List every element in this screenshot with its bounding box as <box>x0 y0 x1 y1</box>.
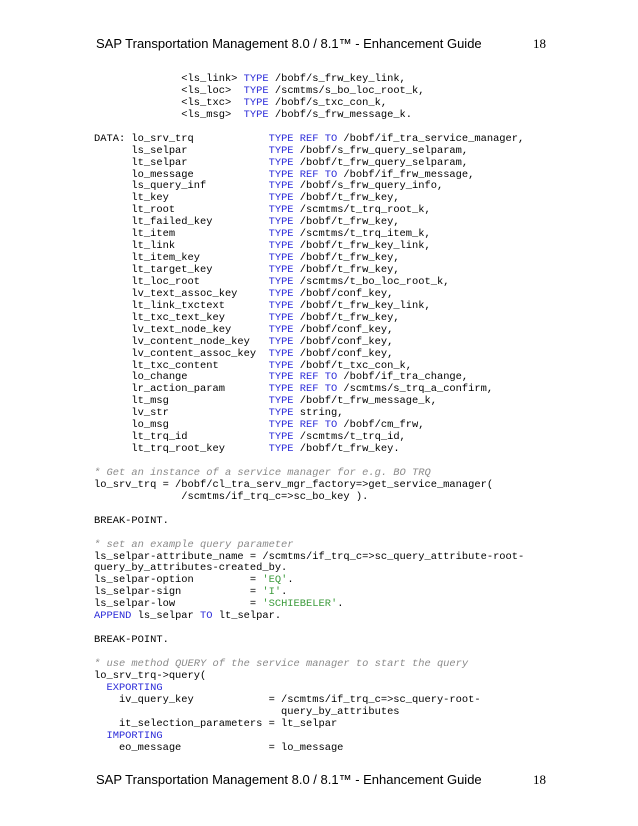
code-text: /bobf/cm_frw, <box>337 419 425 432</box>
code-line <box>94 516 544 528</box>
code-text: ls_selpar-sign = <box>94 586 263 599</box>
code-text: lo_msg <box>94 419 269 432</box>
code-keyword: TYPE <box>268 287 294 300</box>
code-text: /scmtms/s_bo_loc_root_k, <box>268 84 425 97</box>
code-line <box>94 444 544 456</box>
code-text: ls_selpar <box>94 144 269 157</box>
code-text: /bobf/s_txc_con_k, <box>268 96 388 109</box>
code-keyword: TYPE <box>268 144 294 157</box>
code-keyword: TYPE <box>243 73 269 85</box>
header-page-number: 18 <box>533 36 546 51</box>
code-text: lt_item_key <box>94 252 269 265</box>
code-keyword: TYPE <box>243 108 269 121</box>
code-text: lt_trq_root_key <box>94 443 269 456</box>
code-text: /bobf/t_frw_key. <box>293 443 400 456</box>
code-text: /scmtms/s_trq_a_confirm, <box>337 383 494 396</box>
code-text: lt_trq_id <box>94 431 269 444</box>
code-text: /bobf/conf_key, <box>293 287 394 300</box>
code-text: /bobf/if_tra_change, <box>337 371 469 384</box>
code-text: lo_change <box>94 371 269 384</box>
page-footer <box>96 772 546 790</box>
code-keyword: TYPE <box>243 96 269 109</box>
code-text: /scmtms/t_trq_item_k, <box>293 228 431 241</box>
code-keyword: TYPE <box>268 264 294 276</box>
code-text: ls_selpar <box>131 610 201 623</box>
code-text: lt_loc_root <box>94 275 269 288</box>
code-comment: * set an example query parameter <box>94 538 294 551</box>
code-keyword: EXPORTING <box>94 681 163 694</box>
code-text: /bobf/t_frw_key, <box>293 252 400 265</box>
code-keyword: TYPE <box>268 335 294 348</box>
code-text: lt_selpar <box>94 156 269 169</box>
code-keyword: TYPE <box>268 323 294 336</box>
code-keyword: TYPE <box>268 192 294 205</box>
code-text: /bobf/t_frw_key_link, <box>293 240 431 253</box>
code-text: lt_link_txctext <box>94 299 269 312</box>
code-text: lo_srv_trq->query( <box>94 669 207 682</box>
code-keyword: TYPE <box>268 275 294 288</box>
code-text: lv_str <box>94 407 269 420</box>
code-text: /bobf/t_frw_key, <box>293 264 400 276</box>
code-text: /bobf/t_frw_query_selparam, <box>293 156 469 169</box>
code-text: /bobf/conf_key, <box>293 335 394 348</box>
code-text: lt_root <box>94 204 269 217</box>
code-keyword: TYPE <box>268 443 294 456</box>
code-keyword: TO <box>200 610 213 623</box>
code-text: /scmtms/t_trq_id, <box>293 431 406 444</box>
code-text: lo_srv_trq = /bobf/cl_tra_serv_mgr_factory=>get_service_manager( <box>94 478 494 491</box>
code-text: /bobf/t_frw_key, <box>293 311 400 324</box>
code-string: 'I' <box>262 586 282 599</box>
code-keyword: TYPE <box>268 431 294 444</box>
code-keyword: TYPE <box>268 359 294 372</box>
code-keyword: APPEND <box>94 610 132 623</box>
code-text: . <box>287 574 294 587</box>
code-line <box>94 635 544 647</box>
header-title: SAP Transportation Management 8.0 / 8.1™ - Enhancement Guide <box>96 36 482 51</box>
code-text: <ls_msg> <box>94 108 244 121</box>
code-text: /bobf/conf_key, <box>293 323 394 336</box>
code-keyword: TYPE <box>268 299 294 312</box>
code-keyword: IMPORTING <box>94 729 163 742</box>
code-text: BREAK-POINT. <box>94 634 169 647</box>
code-line <box>94 492 544 504</box>
code-text: BREAK-POINT. <box>94 514 169 527</box>
code-text: string, <box>293 407 344 420</box>
code-text: lv_content_node_key <box>94 335 269 348</box>
code-text: lt_txc_text_key <box>94 311 269 324</box>
code-text: lv_text_assoc_key <box>94 287 269 300</box>
code-text: lt_txc_content <box>94 359 269 372</box>
code-text: /bobf/if_frw_message, <box>337 168 475 181</box>
code-text: <ls_loc> <box>94 84 244 97</box>
page-header <box>96 36 546 54</box>
code-keyword: TYPE <box>268 204 294 217</box>
code-keyword: TYPE <box>268 216 294 229</box>
code-text: ls_selpar-option = <box>94 574 263 587</box>
code-text: lt_item <box>94 228 269 241</box>
code-text: lt_link <box>94 240 269 253</box>
code-keyword: TYPE <box>268 252 294 265</box>
code-keyword: TYPE REF TO <box>268 371 338 384</box>
code-text: DATA: lo_srv_trq <box>94 132 269 145</box>
code-text: /bobf/s_frw_query_selparam, <box>293 144 469 157</box>
code-keyword: TYPE REF TO <box>268 168 338 181</box>
code-keyword: TYPE <box>268 156 294 169</box>
code-keyword: TYPE <box>268 395 294 408</box>
code-keyword: TYPE <box>268 240 294 253</box>
code-keyword: TYPE <box>268 347 294 360</box>
code-keyword: TYPE <box>268 311 294 324</box>
code-text: <ls_link> <box>94 73 244 85</box>
code-text: /bobf/s_frw_message_k. <box>268 108 413 121</box>
code-keyword: TYPE REF TO <box>268 383 338 396</box>
footer-title: SAP Transportation Management 8.0 / 8.1™ - Enhancement Guide <box>96 772 482 787</box>
code-text: lt_key <box>94 192 269 205</box>
code-text: query_by_attributes <box>94 705 400 718</box>
abap-code-listing <box>94 74 544 754</box>
code-text: lt_failed_key <box>94 216 269 229</box>
code-text: /bobf/s_frw_query_info, <box>293 180 444 193</box>
code-text: . <box>337 598 344 611</box>
code-text: it_selection_parameters = lt_selpar <box>94 717 338 730</box>
code-text: <ls_txc> <box>94 96 244 109</box>
code-text: lr_action_param <box>94 383 269 396</box>
code-comment: * use method QUERY of the service manager to start the query <box>94 657 469 670</box>
code-text: lt_target_key <box>94 264 269 276</box>
code-line <box>94 743 544 755</box>
code-text: lo_message <box>94 168 269 181</box>
footer-page-number: 18 <box>533 772 546 787</box>
code-text: eo_message = lo_message <box>94 741 344 754</box>
code-keyword: TYPE <box>268 407 294 420</box>
code-text: /bobf/conf_key, <box>293 347 394 360</box>
code-text: /bobf/t_frw_key_link, <box>293 299 431 312</box>
code-text: query_by_attributes-created_by. <box>94 562 288 575</box>
code-comment: * Get an instance of a service manager for e.g. BO TRQ <box>94 466 431 479</box>
code-text: . <box>281 586 288 599</box>
code-text: /bobf/t_frw_message_k, <box>293 395 437 408</box>
code-text: lv_content_assoc_key <box>94 347 269 360</box>
code-text: lv_text_node_key <box>94 323 269 336</box>
code-keyword: TYPE REF TO <box>268 419 338 432</box>
code-keyword: TYPE <box>268 228 294 241</box>
code-text: lt_selpar. <box>212 610 282 623</box>
code-text: /scmtms/t_bo_loc_root_k, <box>293 275 450 288</box>
code-text: /bobf/t_frw_key, <box>293 192 400 205</box>
code-text: lt_msg <box>94 395 269 408</box>
code-string: 'EQ' <box>262 574 288 587</box>
code-text: /bobf/s_frw_key_link, <box>268 73 406 85</box>
code-text: /bobf/t_frw_key, <box>293 216 400 229</box>
code-text: /scmtms/if_trq_c=>sc_bo_key ). <box>94 490 369 503</box>
code-text: /bobf/t_txc_con_k, <box>293 359 413 372</box>
code-text: ls_selpar-attribute_name = /scmtms/if_trq_c=>sc_query_attribute-root- <box>94 550 525 563</box>
code-text: /bobf/if_tra_service_manager, <box>337 132 525 145</box>
code-text: /scmtms/t_trq_root_k, <box>293 204 431 217</box>
code-keyword: TYPE REF TO <box>268 132 338 145</box>
code-line <box>94 611 544 623</box>
code-text: iv_query_key = /scmtms/if_trq_c=>sc_query-root- <box>94 693 481 706</box>
code-keyword: TYPE <box>243 84 269 97</box>
code-text: ls_selpar-low = <box>94 598 263 611</box>
code-text: ls_query_inf <box>94 180 269 193</box>
code-line <box>94 110 544 122</box>
code-keyword: TYPE <box>268 180 294 193</box>
code-string: 'SCHIEBELER' <box>262 598 338 611</box>
